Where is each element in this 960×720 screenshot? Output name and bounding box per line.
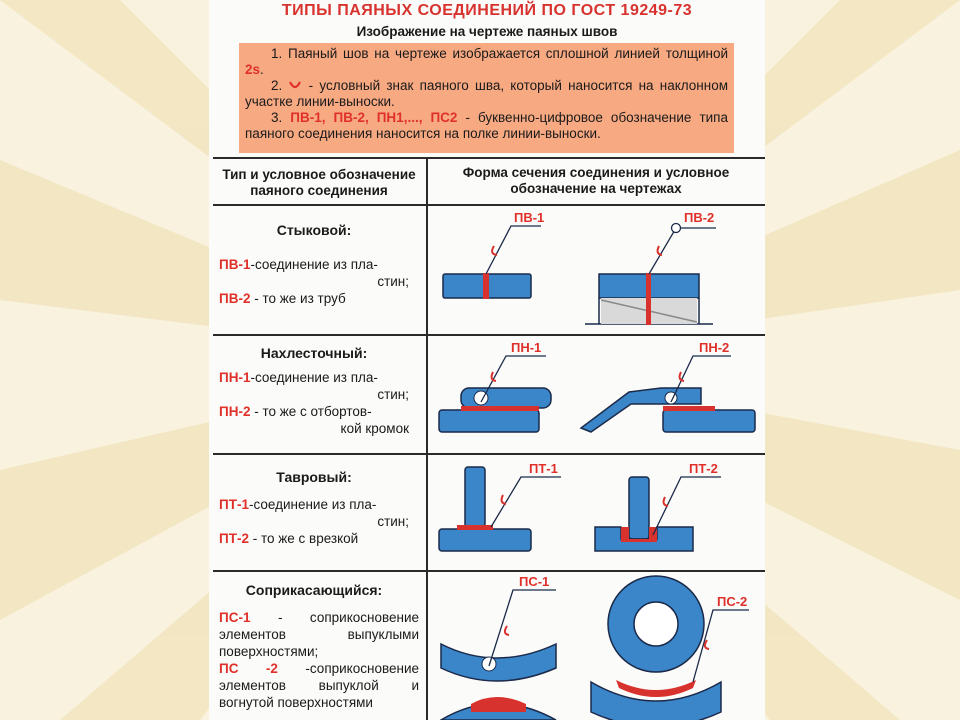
ps1-seam	[471, 697, 526, 712]
tee-joint-diagram	[431, 455, 761, 570]
note-2-num: 2.	[271, 78, 289, 93]
row-3-text-2: - то же с врезкой	[248, 531, 359, 546]
row-4-text-2: -соприкосновение элементов выпуклой и вогнутой поверхностями	[219, 661, 419, 710]
note-1-text: 1. Паяный шов на чертеже изображается сплошной линией толщиной	[271, 46, 728, 61]
pv1-seam	[483, 273, 489, 299]
pt1-seam	[457, 525, 493, 530]
row-1-code-2: ПВ-2	[219, 291, 251, 306]
note-3	[245, 110, 728, 142]
note-1-end: .	[260, 62, 264, 77]
row-2-code-1: ПН-1	[219, 370, 251, 385]
ps2-seam	[616, 680, 696, 697]
row-4-text-1: - соприкосновение элементов выпуклыми поверхностями;	[219, 610, 419, 659]
row-4-code-1: ПС-1	[219, 610, 251, 625]
row-3-code-1: ПТ-1	[219, 497, 249, 512]
row-1-text-1: -соединение из пла-	[250, 257, 378, 272]
column-divider	[426, 157, 428, 720]
diagram-label-pv2: ПВ-2	[684, 210, 715, 225]
row-2-cont-1: стин;	[377, 387, 409, 402]
note-2	[245, 78, 728, 110]
row-4-title: Соприкасающийся:	[245, 582, 383, 598]
row-1-code-1: ПВ-1	[219, 257, 251, 272]
sheet-subtitle: Изображение на чертеже паяных швов	[356, 24, 618, 39]
row-3-cont-1: стин;	[377, 514, 409, 529]
header-right: Форма сечения соединения и условное обозначение на чертежах	[462, 165, 730, 196]
header-left: Тип и условное обозначение паяного соединения	[222, 167, 416, 198]
sheet-title: ТИПЫ ПАЯНЫХ СОЕДИНЕНИЙ ПО ГОСТ 19249-73	[281, 2, 693, 19]
diagram-label-pv1: ПВ-1	[514, 210, 545, 225]
row-2-desc	[219, 369, 419, 437]
diagram-label-pn2: ПН-2	[699, 340, 730, 355]
row-2-title: Нахлесточный:	[260, 345, 368, 361]
diagram-label-pt1: ПТ-1	[529, 461, 558, 476]
gost-sheet	[209, 0, 765, 720]
row-2-text-1: -соединение из пла-	[250, 370, 378, 385]
note-3-codes: ПВ-1, ПВ-2, ПН1,..., ПС2	[290, 110, 458, 125]
solder-sign-icon	[288, 79, 302, 91]
note-1	[245, 46, 728, 78]
row-3-title: Тавровый:	[276, 469, 352, 485]
row-4-code-2: ПС -2	[219, 661, 278, 676]
row-4-desc	[219, 609, 419, 711]
contact-joint-diagram	[431, 572, 761, 720]
row-3-code-2: ПТ-2	[219, 531, 249, 546]
butt-joint-diagram	[431, 206, 761, 334]
note-1-thickness: 2s	[245, 62, 261, 77]
note-2-text: - условный знак паяного шва, который наносится на наклонном участке линии-выноски.	[245, 78, 729, 109]
notes-box	[239, 43, 734, 153]
note-3-text: - буквенно-цифровое обозначение типа паяного соединения наносится на полке линии-выноски.	[245, 110, 728, 141]
row-3-desc	[219, 496, 419, 547]
table-top-line	[213, 157, 765, 159]
diagram-label-ps1: ПС-1	[519, 574, 550, 589]
row-1-title: Стыковой:	[276, 222, 352, 238]
pv2-seam	[646, 273, 651, 325]
diagram-label-pt2: ПТ-2	[689, 461, 718, 476]
row-1-cont-1: стин;	[377, 274, 409, 289]
pn1-seam	[461, 406, 539, 411]
note-3-num: 3.	[271, 110, 291, 125]
lap-joint-diagram	[431, 336, 761, 453]
row-2-cont-2: кой кромок	[340, 421, 409, 436]
diagram-label-pn1: ПН-1	[511, 340, 542, 355]
row-3-text-1: -соединение из пла-	[248, 497, 377, 512]
row-2-text-2: - то же с отбортов-	[250, 404, 372, 419]
row-1-text-2: - то же из труб	[250, 291, 346, 306]
pn2-seam	[663, 406, 715, 411]
diagram-label-ps2: ПС-2	[717, 594, 748, 609]
row-2-code-2: ПН-2	[219, 404, 251, 419]
row-1-desc	[219, 256, 419, 307]
